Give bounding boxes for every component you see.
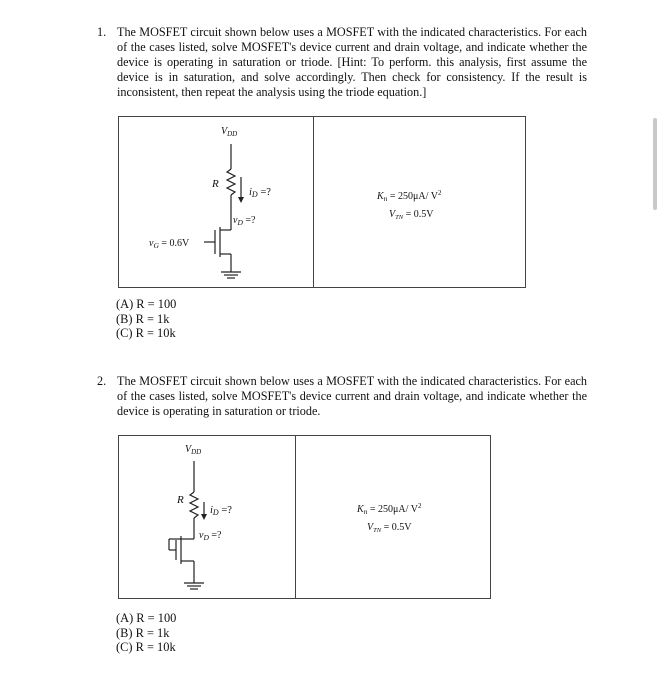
vdd-label: $V_{DD}$ (185, 444, 202, 456)
problem-2-text: The MOSFET circuit shown below uses a MOSFET with the indicated characteristics. For each of the cases listed, solve MOSFET's device current and drain voltage, and indicate whether the device is operating in saturation or triode. (117, 374, 587, 418)
vtn-parameter: $V_{TN} = 0.5V$ (389, 209, 434, 221)
case-b: (B) R = 1k (116, 311, 170, 326)
vertical-scrollbar[interactable] (653, 118, 657, 210)
drain-current-label: iD =? (210, 505, 232, 517)
drain-voltage-label: $v_D$ =? (233, 215, 256, 227)
problem-2-cases (116, 611, 176, 655)
case-a: (A) R = 100 (116, 611, 177, 625)
resistor-label: R (177, 494, 184, 506)
case-b: (B) R = 1k (116, 625, 170, 640)
ground-icon (184, 583, 204, 589)
resistor-label: R (212, 178, 219, 190)
problem-2 (97, 374, 587, 419)
problem-1-figure (118, 116, 526, 288)
case-a: (A) R = 100 (116, 297, 177, 311)
problem-1-circuit-diagram (119, 117, 525, 287)
problem-2-number: 2. (97, 374, 107, 388)
kn-parameter: $K_n = 250\mu A/$ $V^2$ (357, 502, 422, 516)
drain-current-label: iD =? (249, 187, 271, 199)
vtn-parameter: $V_{TN} = 0.5V$ (367, 522, 412, 534)
problem-1-cases (116, 297, 176, 341)
case-c: (C) R = 10k (116, 326, 176, 340)
current-arrow-icon (201, 514, 207, 520)
problem-1-number: 1. (97, 25, 107, 39)
problem-2-circuit-diagram (119, 436, 490, 598)
gate-voltage-label: $v_G = 0.6V$ (149, 238, 190, 250)
current-arrow-icon (238, 197, 244, 203)
drain-voltage-label: $v_D$ =? (199, 530, 222, 542)
case-c: (C) R = 10k (116, 640, 176, 654)
problem-1 (97, 25, 587, 100)
vdd-label: $V_{DD}$ (221, 126, 238, 138)
ground-icon (221, 272, 241, 278)
problem-2-figure (118, 435, 491, 599)
kn-parameter: $K_n = 250\mu A/$ $V^2$ (377, 189, 442, 203)
problem-1-text: The MOSFET circuit shown below uses a MOSFET with the indicated characteristics. For each of the cases listed, solve MOSFET's device current and drain voltage, and indicate whether the device is operating in saturation or triode. [Hint: To perform. this analysis, first assume the device is in saturation, and solve accordingly. Then check for consistency. If the result is inconsistent, then repeat the analysis using the triode equation.] (117, 25, 587, 99)
